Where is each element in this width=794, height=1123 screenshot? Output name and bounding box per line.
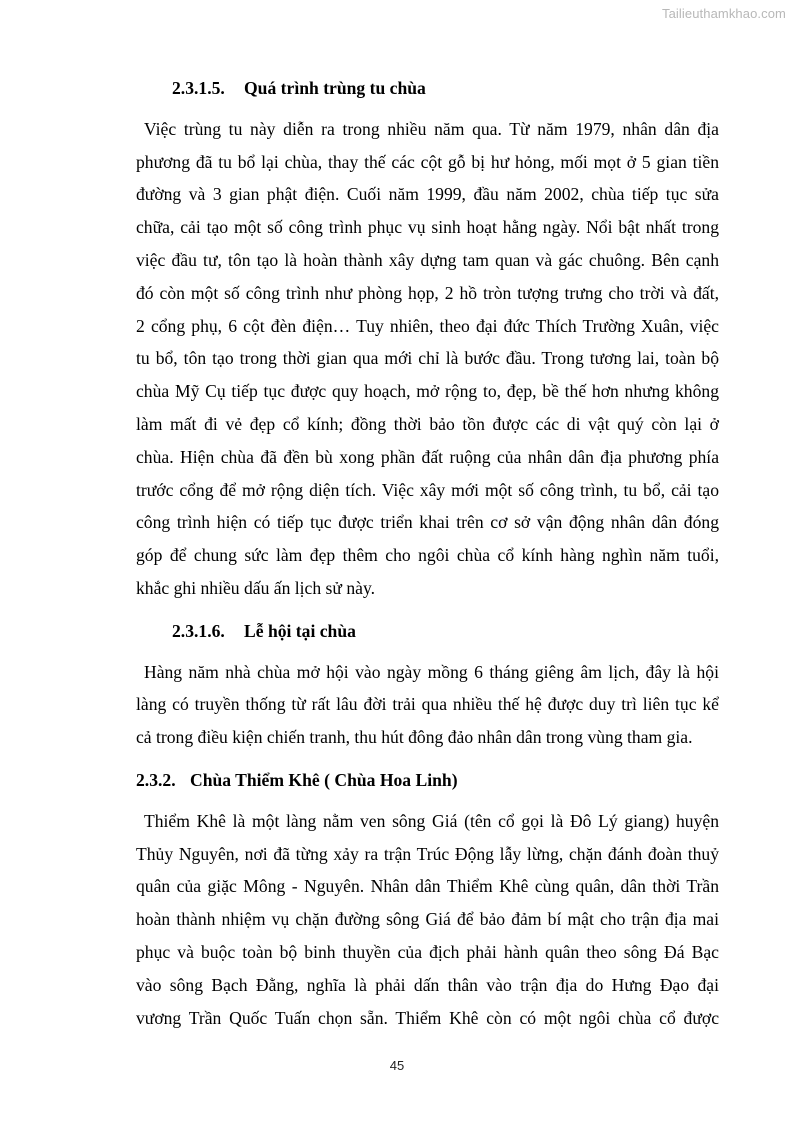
text-line: khắc ghi nhiều dấu ấn lịch sử này. — [136, 577, 376, 598]
text-line: Hàng năm nhà chùa mở hội vào ngày mồng 6 tháng giêng âm lịch, đây là hội — [144, 661, 719, 682]
section-number: 2.3.1.5. — [172, 78, 225, 98]
text-line: phương đã tu bổ lại chùa, thay thế các cột gỗ bị hư hỏng, mối mọt ở 5 gian tiền — [136, 151, 719, 172]
text-line: góp để chung sức làm đẹp thêm cho ngôi chùa cổ kính hàng nghìn năm tuổi, — [136, 545, 719, 566]
text-line: quân của giặc Mông - Nguyên. Nhân dân Thiểm Khê cùng quân, dân thời Trần — [136, 876, 719, 897]
text-line: hoàn thành nhiệm vụ chặn đường sông Giá để bảo đảm bí mật cho trận địa mai — [136, 909, 719, 930]
section-title: Quá trình trùng tu chùa — [244, 78, 426, 98]
text-line: chữa, cải tạo một số công trình phục vụ sinh hoạt hằng ngày. Nổi bật nhất trong — [136, 217, 719, 238]
document-body — [136, 72, 719, 1034]
section-heading-quatrinh — [136, 72, 719, 105]
watermark: Tailieuthamkhao.com — [661, 6, 786, 21]
section-number: 2.3.1.6. — [172, 620, 225, 641]
text-line: làm mất đi vẻ đẹp cổ kính; đồng thời bảo tồn được các di vật quý còn lại ở — [136, 413, 719, 434]
text-line: cả trong điều kiện chiến tranh, thu hút đông đảo nhân dân trong vùng tham gia. — [136, 727, 693, 748]
text-line: Thủy Nguyên, nơi đã từng xảy ra trận Trúc Động lẫy lừng, chặn đánh đoàn thuỷ — [136, 843, 719, 864]
text-line: phục và buộc toàn bộ binh thuyền của địch phải hành quân theo sông Đá Bạc — [136, 941, 719, 962]
text-line: làng có truyền thống từ rất lâu đời trải qua nhiều thế hệ được duy trì liên tục kể — [136, 694, 719, 715]
section-title: Lễ hội tại chùa — [244, 620, 356, 641]
text-line: việc đầu tư, tôn tạo là hoàn thành xây dựng tam quan và gác chuông. Bên cạnh — [136, 249, 719, 270]
text-line: chùa Mỹ Cụ tiếp tục được quy hoạch, mở rộng to, đẹp, bề thế hơn nhưng không — [136, 381, 719, 402]
text-line: vương Trần Quốc Tuấn chọn sẵn. Thiểm Khê còn có một ngôi chùa cổ được — [136, 1007, 719, 1028]
text-line: Việc trùng tu này diễn ra trong nhiều năm qua. Từ năm 1979, nhân dân địa — [144, 118, 719, 139]
text-line: đường và 3 gian phật điện. Cuối năm 1999, đầu năm 2002, chùa tiếp tục sửa — [136, 184, 719, 205]
section-number: 2.3.2. — [136, 769, 176, 790]
paragraph-restoration — [136, 113, 719, 605]
section-heading-thiemkhe — [136, 764, 719, 797]
text-line: công trình hiện có tiếp tục được triển khai trên cơ sở vận động nhân dân đóng — [136, 512, 719, 533]
text-line: trước cổng để mở rộng diện tích. Việc xây mới một số công trình, tu bổ, cải tạo — [136, 479, 719, 500]
text-line: vào sông Bạch Đằng, nghĩa là phải dấn thân vào trận địa do Hưng Đạo đại — [136, 974, 719, 995]
paragraph-festival — [136, 656, 719, 754]
text-line: Thiểm Khê là một làng nằm ven sông Giá (tên cổ gọi là Đô Lý giang) huyện — [144, 810, 719, 831]
text-line: 2 cổng phụ, 6 cột đèn điện… Tuy nhiên, theo đại đức Thích Trường Xuân, việc — [136, 315, 719, 336]
page-number: 45 — [389, 1058, 405, 1073]
text-line: chùa. Hiện chùa đã đền bù xong phần đất ruộng của nhân dân địa phương phía — [136, 446, 719, 467]
section-heading-lehoi — [136, 615, 719, 648]
paragraph-thiemkhe — [136, 805, 719, 1035]
text-line: đó còn một số công trình như phòng họp, 2 hồ tròn tượng trưng cho trời và đất, — [136, 282, 719, 303]
section-title: Chùa Thiểm Khê ( Chùa Hoa Linh) — [190, 769, 458, 790]
text-line: tu bổ, tôn tạo trong thời gian qua mới chỉ là bước đầu. Trong tương lai, toàn bộ — [136, 348, 719, 369]
